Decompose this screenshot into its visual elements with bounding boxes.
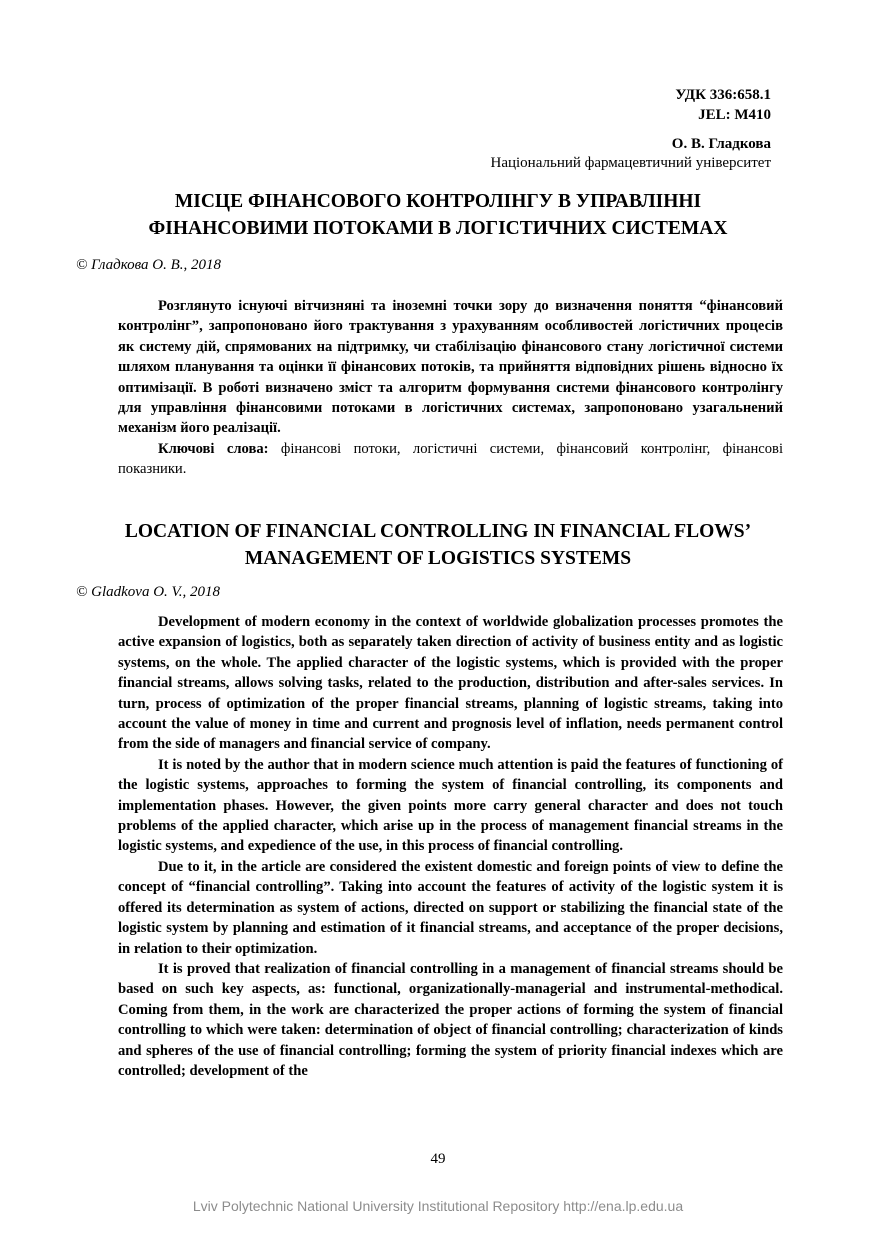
title-ua-line2: ФІНАНСОВИМИ ПОТОКАМИ В ЛОГІСТИЧНИХ СИСТЕМАХ [148, 218, 728, 239]
copyright-ukrainian: © Гладкова О. В., 2018 [76, 257, 222, 273]
keywords-text: фінансові потоки, логістичні системи, фінансовий контролінг, фінансові показники. [118, 440, 784, 478]
title-english [70, 518, 806, 572]
author-name: О. В. Гладкова [671, 136, 771, 152]
abstract-en-paragraph: It is proved that realization of financial controlling in a management of financial streams should be based on such key aspects, as: functional, organizationally-managerial and instrumental-methodical. Coming from them, in the work are characterized the proper actions of forming the system of financial controlling to which were taken: determination of object of financial controlling; characterization of kinds and spheres of the use of financial controlling; forming the system of priority financial indexes which are controlled; development of the [118, 960, 783, 1079]
abstract-en-paragraph: Due to it, in the article are considered the existent domestic and foreign points of view to define the concept of “financial controlling”. Taking into account the features of activity of the logistic system it is offered its determination as system of actions, directed on support or stabilizing the financial state of the logistic system by planning and estimation of it financial streams, and acceptance of the proper decisions, in relation to their optimization. [118, 858, 783, 957]
abstract-ua-text: Розглянуто існуючі вітчизняні та іноземні точки зору до визначення поняття “фінансовий контролінг”, запропоновано його трактування з урахуванням особливостей логістичних процесів як систему дій, спрямованих на підтримку, чи стабілізацію фінансового стану логістичної системи шляхом планування та оцінки її фінансових потоків, та прийняття відповідних рішень відносно їх оптимізації. В роботі визначено зміст та алгоритм формування системи фінансового контролінгу для управління фінансовими потоками в логістичних системах, запропоновано узагальнений механізм його реалізації. [118, 298, 783, 437]
page-number: 49 [430, 1151, 446, 1167]
title-en-line2: MANAGEMENT OF LOGISTICS SYSTEMS [244, 548, 632, 569]
title-en-line1: LOCATION OF FINANCIAL CONTROLLING IN FINANCIAL FLOWS’ [124, 521, 752, 542]
author-block [490, 135, 771, 173]
classification-codes [675, 85, 771, 125]
keywords-label: Ключові слова: [158, 440, 269, 457]
title-ukrainian [70, 188, 806, 242]
abstract-en-paragraph: Development of modern economy in the context of worldwide globalization processes promotes the active expansion of logistics, both as separately taken direction of activity of business entity and as logistic systems, on the whole. The applied character of the logistic systems, which is provided with the proper financial streams, allows solving tasks, related to the production, distribution and after-sales services. In turn, process of optimization of the proper financial streams, planning of logistic streams, taking into account the value of money in time and current and prognosis level of inflation, needs permanent control from the side of managers and financial service of company. [118, 614, 783, 753]
repository-footer: Lviv Polytechnic National University Institutional Repository http://ena.lp.edu.ua [192, 1198, 684, 1214]
udc-code: УДК 336:658.1 [675, 87, 771, 103]
author-affiliation: Національний фармацевтичний університет [490, 155, 771, 171]
title-ua-line1: МІСЦЕ ФІНАНСОВОГО КОНТРОЛІНГУ В УПРАВЛІННІ [174, 191, 702, 212]
copyright-english: © Gladkova O. V., 2018 [76, 584, 221, 600]
abstract-ukrainian [118, 296, 783, 480]
abstract-en-paragraph: It is noted by the author that in modern science much attention is paid the features of functioning of the logistic systems, approaches to forming the system of financial controlling, its components and implementation phases. However, the given points more carry general character and does not touch problems of the applied character, which arise up in the process of management financial streams in the logistic systems, and expedience of the use, in this process of financial controlling. [118, 756, 783, 855]
jel-code: JEL: M410 [698, 107, 771, 123]
abstract-english [118, 612, 783, 1081]
keywords-paragraph [118, 439, 783, 480]
